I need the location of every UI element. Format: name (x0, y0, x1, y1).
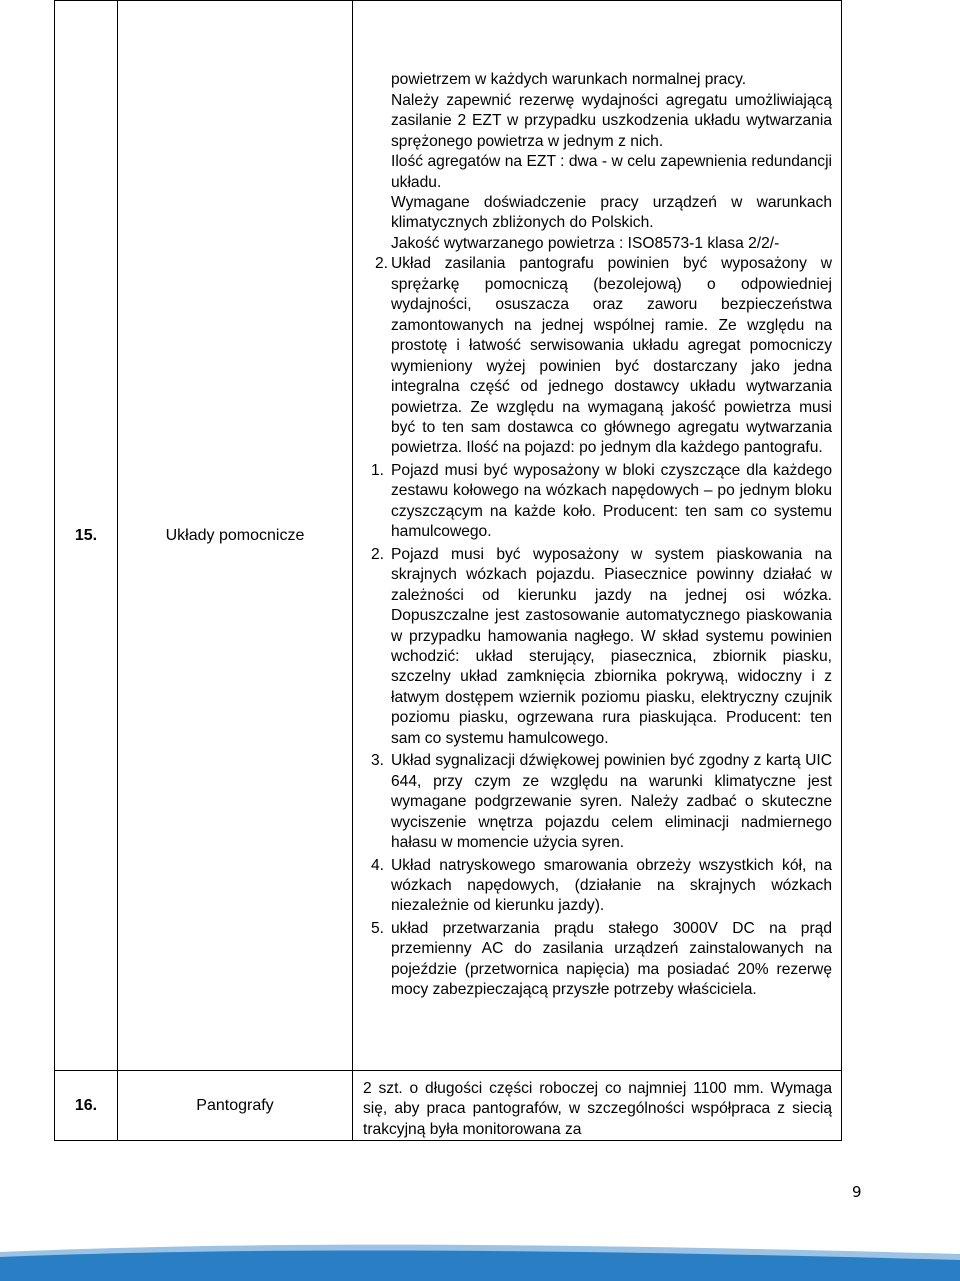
list-item-number: 1. (371, 461, 385, 479)
list-item-number: 5. (371, 919, 385, 937)
intro-line: Ilość agregatów na EZT : dwa - w celu zapewnienia redundancji układu. (391, 153, 832, 191)
list-item-text: układ przetwarzania prądu stałego 3000V DC na prąd przemienny AC do zasilania urządzeń zainstalowanych na pojeździe (przetwornica napięcia) ma posiadać 20% rezerwę mocy zabezpieczającą przyszłe potrzeby właściciela. (391, 919, 832, 999)
list-item-number: 4. (371, 856, 385, 874)
footer-wave-decoration (0, 1240, 960, 1281)
list-item-text: Układ sygnalizacji dźwiękowej powinien być zgodny z kartą UIC 644, przy czym ze względu na warunki klimatyczne jest wymagane podgrzewanie syren. Należy zadbać o skuteczne wyciszenie wnętrza pojazdu celem eliminacji nadmiernego hałasu w momencie użycia syren. (391, 752, 832, 852)
row-number: 16. (55, 1071, 118, 1141)
intro-block (353, 70, 841, 254)
point-text: Układ zasilania pantografu powinien być wyposażony w sprężarkę pomocniczą (bezolejową) o odpowiedniej wydajności, osuszacza oraz zaworu bezpieczeństwa zamontowanych na jednej wspólnej ramie. Ze względu na prostotę i łatwość serwisowania układu agregat pomocniczy wymieniony wyżej powinien być dostarczany jako jedna integralna część od jednego dostawcy układu wytwarzania powietrza. Ze względu na wymaganą jakość powietrza musi być to ten sam dostawca co głównego agregatu wytwarzania powietrza. Ilość na pojazd: po jednym dla każdego pantografu. (391, 255, 832, 457)
row-number: 15. (55, 1, 118, 1071)
intro-line: Jakość wytwarzanego powietrza : ISO8573-1 klasa 2/2/- (391, 234, 780, 252)
page-number: 9 (852, 1183, 862, 1201)
row-name: Układy pomocnicze (118, 1, 353, 1071)
list-item-text: Pojazd musi być wyposażony w bloki czyszczące dla każdego zestawu kołowego na wózkach napędowych – po jednym bloku czyszczącym na każde koło. Producent: ten sam co systemu hamulcowego. (391, 461, 832, 541)
point-label: 2. (375, 255, 389, 273)
pantograph-text: 2 szt. o długości części roboczej co najmniej 1100 mm. Wymaga się, aby praca pantografów, w szczególności współpraca z siecią trakcyjną była monitorowana za (363, 1080, 832, 1138)
list-item (371, 919, 832, 1001)
list-item (371, 545, 832, 750)
list-item-text: Pojazd musi być wyposażony w system piaskowania na skrajnych wózkach pojazdu. Piasecznice powinny działać w zależności od kierunku jazdy na jednej osi wózka. Dopuszczalne jest zastosowanie automatycznego piaskowania w przypadku hamowania nagłego. W skład systemu powinien wchodzić: układ sterujący, piasecznica, zbiornik piasku, szczelny układ zamknięcia zbiornika pokrywą, widoczny i z łatwym dostępem wziernik poziomu piasku, elektryczny czujnik poziomu piasku, ogrzewana rura piaskująca. Producent: ten sam co systemu hamulcowego. (391, 545, 832, 747)
point-2-block (353, 254, 841, 459)
list-item (371, 856, 832, 917)
intro-line: powietrzem w każdych warunkach normalnej pracy. (391, 71, 747, 89)
list-item-number: 2. (371, 545, 385, 563)
row-name: Pantografy (118, 1071, 353, 1141)
table-row-15 (55, 1, 842, 1071)
row-content (353, 1, 842, 1071)
list-item (371, 751, 832, 853)
list-item (371, 461, 832, 543)
intro-line: Należy zapewnić rezerwę wydajności agregatu umożliwiającą zasilanie 2 EZT w przypadku uszkodzenia układu wytwarzania sprężonego powietrza w jednym z nich. (391, 91, 832, 150)
numbered-list (353, 461, 841, 1001)
list-item-text: Układ natryskowego smarowania obrzeży wszystkich kół, na wózkach napędowych, (działanie na skrajnych wózkach niezależnie od kierunku jazdy). (391, 856, 832, 915)
row-content (353, 1071, 842, 1141)
table-row-16 (55, 1071, 842, 1141)
intro-line: Wymagane doświadczenie pracy urządzeń w warunkach klimatycznych zbliżonych do Polskich. (391, 194, 832, 232)
specification-table (54, 0, 842, 1141)
list-item-number: 3. (371, 752, 385, 770)
